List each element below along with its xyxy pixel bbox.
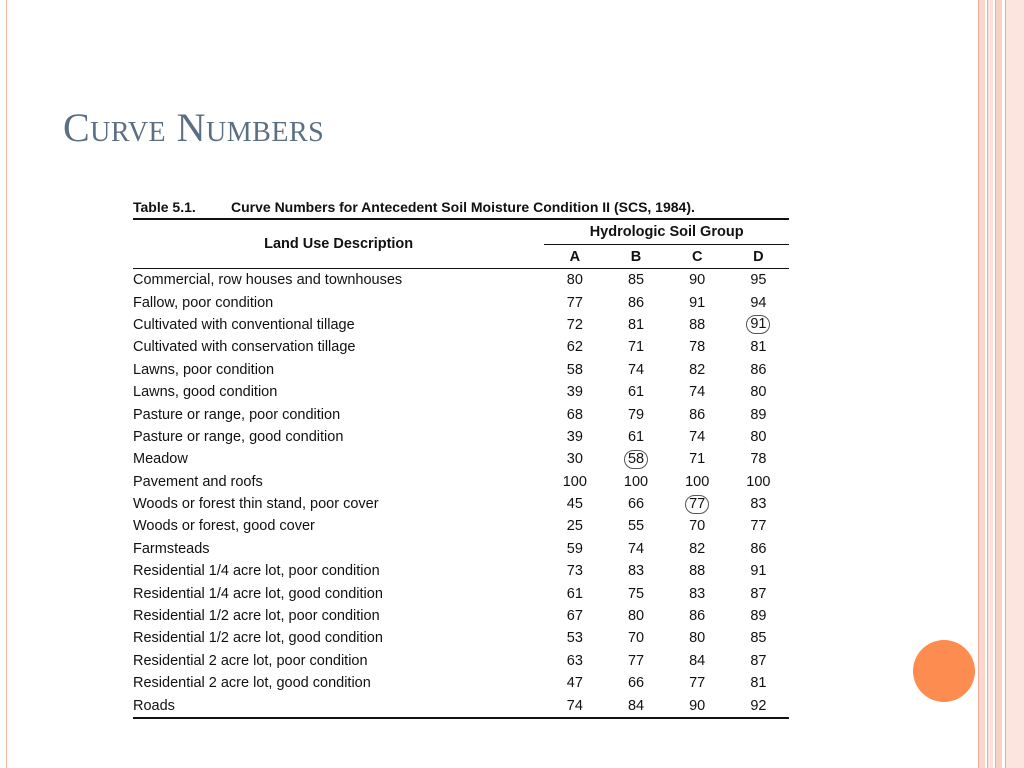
curve-number-cell <box>605 448 666 470</box>
curve-number-cell <box>667 403 728 425</box>
land-use-cell: Woods or forest thin stand, poor cover <box>133 496 379 513</box>
cell-value: 58 <box>566 361 583 378</box>
curve-number-cell <box>544 269 605 292</box>
curve-number-cell <box>605 560 666 582</box>
cell-value: 84 <box>627 697 645 714</box>
cell-value: 94 <box>750 294 767 311</box>
curve-number-cell <box>605 605 666 627</box>
cell-value: 39 <box>566 428 583 445</box>
table-row <box>133 560 789 582</box>
cell-value: 66 <box>627 496 645 513</box>
land-use-cell: Woods or forest, good cover <box>133 518 315 535</box>
curve-number-cell <box>605 627 666 649</box>
curve-number-cell <box>728 493 789 515</box>
curve-number-cell <box>728 403 789 425</box>
stripe <box>978 0 985 768</box>
cell-value: 91 <box>750 563 767 580</box>
cell-value: 88 <box>689 563 706 580</box>
land-use-cell: Cultivated with conservation tillage <box>133 339 356 356</box>
curve-number-cell <box>544 336 605 358</box>
cell-value: 75 <box>627 585 645 602</box>
curve-number-cell <box>728 291 789 313</box>
curve-number-cell <box>667 694 728 717</box>
curve-number-cell <box>544 605 605 627</box>
circled-value: 58 <box>624 450 648 469</box>
decorative-orange-circle <box>913 640 975 702</box>
cell-value: 39 <box>566 384 583 401</box>
table-row <box>133 627 789 649</box>
cell-value: 30 <box>566 451 583 468</box>
curve-number-cell <box>544 381 605 403</box>
cell-value: 77 <box>566 294 583 311</box>
cell-value: 80 <box>689 630 706 647</box>
cell-value: 89 <box>750 406 767 423</box>
slide-frame-line <box>6 0 7 768</box>
column-header-d: D <box>728 245 789 269</box>
stripe <box>995 0 1002 768</box>
cell-value: 77 <box>627 652 645 669</box>
table-row <box>133 605 789 627</box>
land-use-cell: Residential 1/2 acre lot, poor condition <box>133 608 380 625</box>
cell-value: 63 <box>566 652 583 669</box>
curve-number-cell <box>728 471 789 493</box>
land-use-cell: Meadow <box>133 451 188 468</box>
table-row <box>133 582 789 604</box>
table-row <box>133 694 789 717</box>
table-caption-text: Curve Numbers for Antecedent Soil Moisture Condition II (SCS, 1984). <box>231 199 695 215</box>
curve-number-cell <box>728 359 789 381</box>
cell-value: 85 <box>627 272 645 289</box>
land-use-cell: Cultivated with conventional tillage <box>133 316 355 333</box>
cell-value: 86 <box>689 406 706 423</box>
curve-number-cell <box>728 650 789 672</box>
curve-number-cell <box>544 515 605 537</box>
circled-value: 77 <box>685 495 709 514</box>
cell-value: 100 <box>623 473 649 490</box>
cell-value: 78 <box>689 339 706 356</box>
cell-value: 83 <box>627 563 645 580</box>
column-header-b: B <box>605 245 666 269</box>
cell-value: 89 <box>750 608 767 625</box>
curve-number-cell <box>667 269 728 292</box>
cell-value: 47 <box>566 675 583 692</box>
curve-number-cell <box>667 605 728 627</box>
cell-value: 83 <box>750 496 767 513</box>
curve-number-cell <box>728 515 789 537</box>
curve-number-cell <box>667 582 728 604</box>
land-use-cell: Residential 2 acre lot, poor condition <box>133 652 368 669</box>
cell-value: 66 <box>627 675 645 692</box>
cell-value: 90 <box>689 272 706 289</box>
cell-value: 86 <box>627 294 645 311</box>
land-use-cell: Residential 1/2 acre lot, good condition <box>133 630 383 647</box>
curve-number-cell <box>544 650 605 672</box>
curve-number-cell <box>544 582 605 604</box>
cell-value: 81 <box>627 316 645 333</box>
cell-value: 83 <box>689 585 706 602</box>
curve-number-cell <box>667 515 728 537</box>
curve-number-cell <box>605 269 666 292</box>
curve-number-cell <box>605 493 666 515</box>
curve-number-cell <box>544 426 605 448</box>
land-use-cell: Fallow, poor condition <box>133 294 274 311</box>
circled-value: 91 <box>746 315 770 334</box>
curve-number-cell <box>667 336 728 358</box>
cell-value: 80 <box>627 608 645 625</box>
cell-value: 59 <box>566 540 583 557</box>
curve-number-cell <box>667 538 728 560</box>
table-row <box>133 426 789 448</box>
cell-value: 100 <box>685 473 710 490</box>
table-row <box>133 381 789 403</box>
table-body <box>133 269 789 718</box>
curve-number-cell <box>667 672 728 694</box>
curve-number-cell <box>667 314 728 336</box>
curve-number-cell <box>544 314 605 336</box>
soil-group-header-label: Hydrologic Soil Group <box>589 224 744 240</box>
curve-number-cell <box>728 381 789 403</box>
curve-number-cell <box>544 471 605 493</box>
table-row <box>133 650 789 672</box>
cell-value: 74 <box>566 697 583 714</box>
curve-number-cell <box>605 471 666 493</box>
cell-value: 72 <box>566 316 583 333</box>
cell-value: 61 <box>566 585 583 602</box>
curve-number-cell <box>728 582 789 604</box>
cell-value: 80 <box>566 272 583 289</box>
cell-value: 86 <box>750 361 767 378</box>
curve-number-cell <box>728 336 789 358</box>
curve-number-cell <box>667 650 728 672</box>
cell-value: 87 <box>750 652 767 669</box>
cell-value: 95 <box>750 272 767 289</box>
cell-value: 71 <box>689 451 706 468</box>
curve-number-cell <box>544 403 605 425</box>
land-use-cell: Residential 2 acre lot, good condition <box>133 675 371 692</box>
curve-number-cell <box>667 381 728 403</box>
table-row <box>133 359 789 381</box>
table-row <box>133 314 789 336</box>
cell-value: 61 <box>627 384 645 401</box>
curve-number-cell <box>728 448 789 470</box>
curve-number-cell <box>544 448 605 470</box>
cell-value: 85 <box>750 630 767 647</box>
cell-value: 55 <box>627 518 645 535</box>
curve-number-cell <box>605 694 666 717</box>
cell-value: 79 <box>627 406 645 423</box>
curve-number-cell <box>667 359 728 381</box>
land-use-cell: Roads <box>133 697 175 714</box>
curve-number-table-figure <box>130 196 790 719</box>
curve-number-cell <box>544 359 605 381</box>
curve-number-cell <box>605 314 666 336</box>
cell-value: 77 <box>750 518 767 535</box>
curve-number-cell <box>667 471 728 493</box>
land-use-header: Land Use Description <box>133 219 544 269</box>
curve-number-cell <box>667 291 728 313</box>
cell-value: 53 <box>566 630 583 647</box>
curve-number-cell <box>728 314 789 336</box>
table-row <box>133 493 789 515</box>
land-use-cell: Residential 1/4 acre lot, good condition <box>133 585 383 602</box>
cell-value: 74 <box>627 540 645 557</box>
cell-value: 86 <box>689 608 706 625</box>
curve-number-cell <box>605 582 666 604</box>
decorative-stripes <box>978 0 1024 768</box>
curve-number-cell <box>667 627 728 649</box>
cell-value: 74 <box>689 428 706 445</box>
cell-value: 73 <box>566 563 583 580</box>
curve-number-cell <box>728 694 789 717</box>
table-number: Table 5.1. <box>133 199 196 215</box>
table-row <box>133 538 789 560</box>
cell-value: 88 <box>689 316 706 333</box>
table-caption <box>130 196 790 218</box>
table-row <box>133 336 789 358</box>
cell-value: 80 <box>750 428 767 445</box>
curve-number-cell <box>605 381 666 403</box>
cell-value: 67 <box>566 608 583 625</box>
curve-number-cell <box>605 426 666 448</box>
land-use-cell: Lawns, poor condition <box>133 361 275 378</box>
curve-number-cell <box>544 672 605 694</box>
cell-value: 80 <box>750 384 767 401</box>
curve-number-cell <box>605 403 666 425</box>
curve-number-table <box>133 218 789 719</box>
cell-value: 61 <box>627 428 645 445</box>
cell-value: 70 <box>689 518 706 535</box>
curve-number-cell <box>728 672 789 694</box>
cell-value: 81 <box>750 675 767 692</box>
land-use-cell: Commercial, row houses and townhouses <box>133 272 403 289</box>
curve-number-cell <box>667 493 728 515</box>
cell-value: 92 <box>750 697 767 714</box>
cell-value: 82 <box>689 361 706 378</box>
cell-value: 70 <box>627 630 645 647</box>
cell-value: 71 <box>627 339 645 356</box>
land-use-cell: Pavement and roofs <box>133 473 263 490</box>
table-row <box>133 291 789 313</box>
cell-value: 25 <box>566 518 583 535</box>
curve-number-cell <box>544 627 605 649</box>
curve-number-cell <box>667 448 728 470</box>
land-use-cell: Residential 1/4 acre lot, poor condition <box>133 563 380 580</box>
curve-number-cell <box>605 515 666 537</box>
cell-value: 91 <box>689 294 706 311</box>
cell-value: 84 <box>689 652 706 669</box>
curve-number-cell <box>728 538 789 560</box>
curve-number-cell <box>728 627 789 649</box>
cell-value: 62 <box>566 339 583 356</box>
cell-value: 78 <box>750 451 767 468</box>
cell-value: 81 <box>750 339 767 356</box>
curve-number-cell <box>544 291 605 313</box>
curve-number-cell <box>605 538 666 560</box>
curve-number-cell <box>728 560 789 582</box>
cell-value: 90 <box>689 697 706 714</box>
cell-value: 100 <box>746 473 771 490</box>
cell-value: 74 <box>627 361 645 378</box>
curve-number-cell <box>728 269 789 292</box>
curve-number-cell <box>728 605 789 627</box>
land-use-cell: Farmsteads <box>133 540 210 557</box>
stripe <box>987 0 993 768</box>
curve-number-cell <box>667 560 728 582</box>
curve-number-cell <box>605 359 666 381</box>
land-use-cell: Lawns, good condition <box>133 384 278 401</box>
table-row <box>133 672 789 694</box>
table-row <box>133 471 789 493</box>
curve-number-cell <box>605 650 666 672</box>
cell-value: 74 <box>689 384 706 401</box>
land-use-cell: Pasture or range, poor condition <box>133 406 341 423</box>
curve-number-cell <box>544 694 605 717</box>
stripe <box>1005 0 1024 768</box>
soil-group-header <box>544 219 789 245</box>
cell-value: 87 <box>750 585 767 602</box>
cell-value: 68 <box>566 406 583 423</box>
curve-number-cell <box>605 672 666 694</box>
table-row <box>133 403 789 425</box>
cell-value: 82 <box>689 540 706 557</box>
land-use-cell: Pasture or range, good condition <box>133 428 344 445</box>
cell-value: 45 <box>566 496 583 513</box>
curve-number-cell <box>544 493 605 515</box>
curve-number-cell <box>605 291 666 313</box>
curve-number-cell <box>728 426 789 448</box>
column-header-a: A <box>544 245 605 269</box>
column-header-c: C <box>667 245 728 269</box>
slide-title: Curve Numbers <box>63 105 325 150</box>
cell-value: 86 <box>750 540 767 557</box>
curve-number-cell <box>667 426 728 448</box>
table-row <box>133 269 789 292</box>
table-row <box>133 448 789 470</box>
curve-number-cell <box>605 336 666 358</box>
table-row <box>133 515 789 537</box>
cell-value: 100 <box>562 473 587 490</box>
curve-number-cell <box>544 538 605 560</box>
cell-value: 77 <box>689 675 706 692</box>
curve-number-cell <box>544 560 605 582</box>
